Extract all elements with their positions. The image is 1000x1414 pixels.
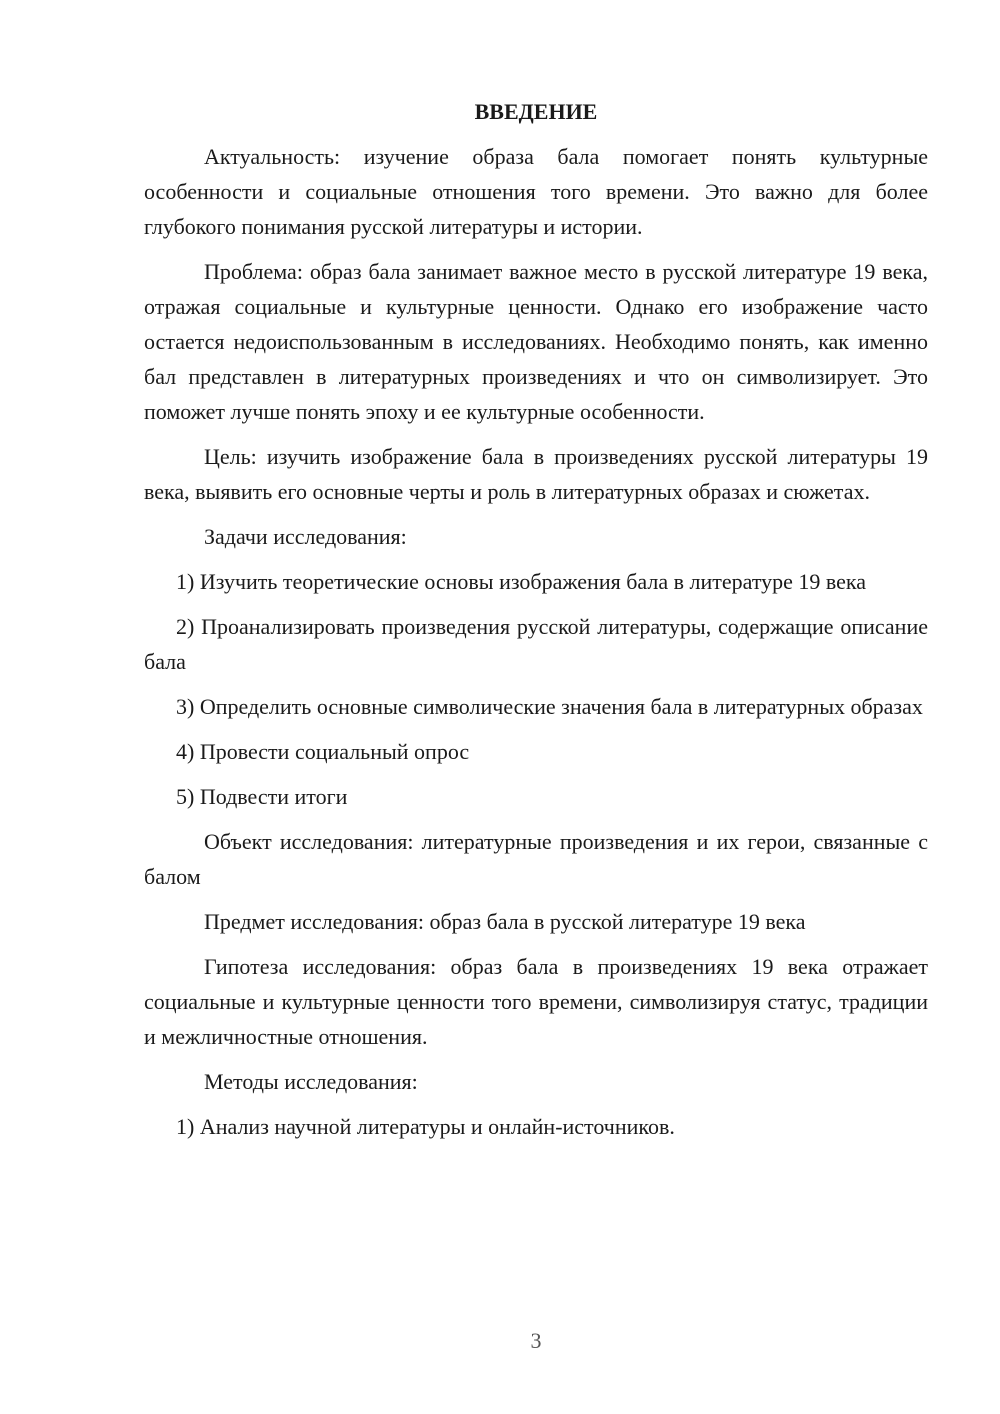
methods-title: Методы исследования: (204, 1069, 418, 1094)
page-content (144, 94, 928, 1154)
subject-paragraph: Предмет исследования: образ бала в русской литературе 19 века (204, 909, 806, 934)
task-item: 4) Провести социальный опрос (176, 739, 470, 764)
goal-paragraph: Цель: изучить изображение бала в произведениях русской литературы 19 века, выявить его основные черты и роль в литературных образах и сюжетах. (144, 444, 928, 504)
page-number: 3 (530, 1328, 542, 1353)
method-item: 1) Анализ научной литературы и онлайн-источников. (176, 1114, 675, 1139)
relevance-paragraph: Актуальность: изучение образа бала помогает понять культурные особенности и социальные отношения того времени. Это важно для более глубокого понимания русской литературы и истории. (144, 144, 928, 239)
tasks-title: Задачи исследования: (204, 524, 407, 549)
task-item: 5) Подвести итоги (176, 784, 348, 809)
object-paragraph: Объект исследования: литературные произведения и их герои, связанные с балом (144, 829, 928, 889)
task-item: 3) Определить основные символические значения бала в литературных образах (176, 694, 923, 719)
hypothesis-paragraph: Гипотеза исследования: образ бала в произведениях 19 века отражает социальные и культурные ценности того времени, символизируя статус, традиции и межличностные отношения. (144, 954, 928, 1049)
task-item: 1) Изучить теоретические основы изображения бала в литературе 19 века (176, 569, 867, 594)
section-heading: ВВЕДЕНИЕ (474, 99, 598, 124)
problem-paragraph: Проблема: образ бала занимает важное место в русской литературе 19 века, отражая социальные и культурные ценности. Однако его изображение часто остается недоиспользованным в исследованиях. Необходимо понять, как именно бал представлен в литературных произведениях и что он символизирует. Это поможет лучше понять эпоху и ее культурные особенности. (144, 259, 928, 424)
task-item: 2) Проанализировать произведения русской литературы, содержащие описание бала (144, 614, 928, 674)
